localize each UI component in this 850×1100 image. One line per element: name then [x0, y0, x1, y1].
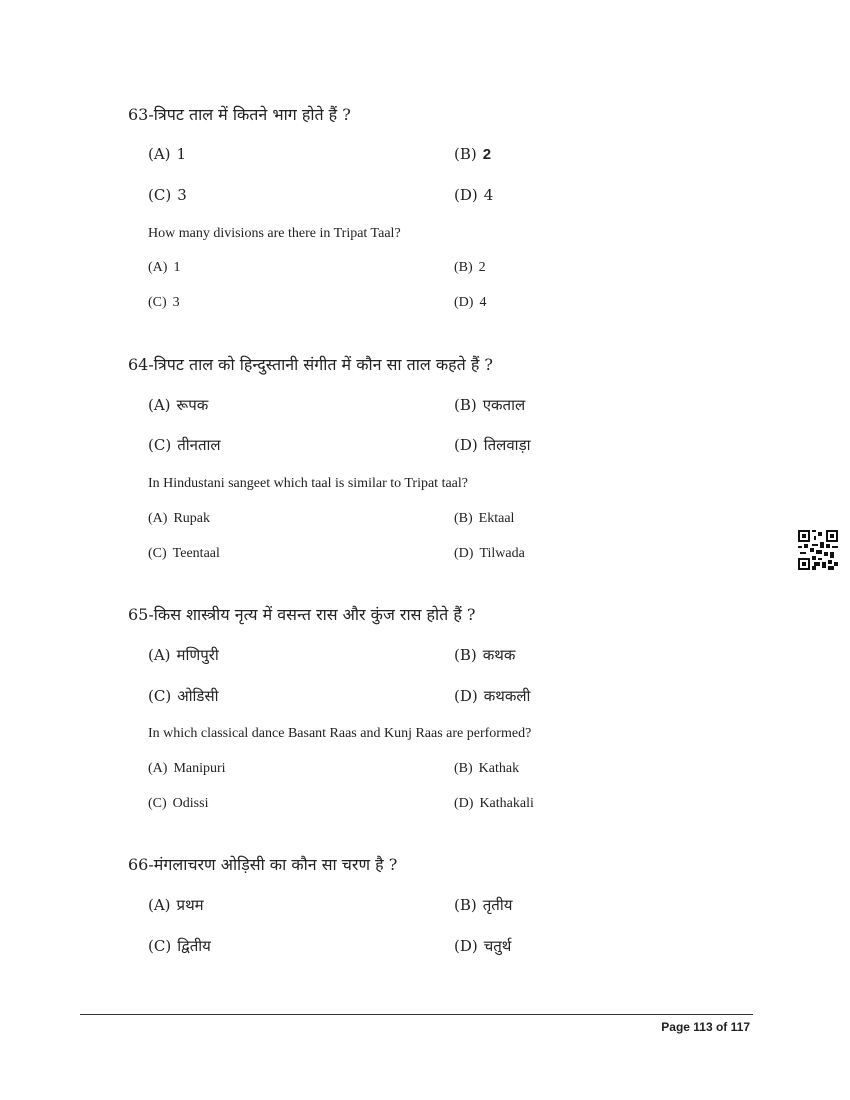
- option-b: (B) एकताल: [454, 396, 526, 414]
- option-d: (D) चतुर्थ: [454, 937, 512, 955]
- question-english: In which classical dance Basant Raas and Kunj Raas are performed?: [148, 726, 532, 741]
- en-option-c: (C) 3: [148, 295, 180, 310]
- qr-code-icon: [798, 530, 838, 570]
- question-english: In Hindustani sangeet which taal is similar to Tripat taal?: [148, 476, 468, 491]
- question-title: 64-त्रिपट ताल को हिन्दुस्तानी संगीत में कौन सा ताल कहते हैं ?: [128, 355, 493, 374]
- option-d: (D) कथकली: [454, 687, 531, 705]
- en-option-a: (A) Rupak: [148, 511, 210, 526]
- option-b: (B) तृतीय: [454, 896, 513, 914]
- option-d: (D) तिलवाड़ा: [454, 436, 531, 454]
- page-number: Page 113 of 117: [661, 1020, 750, 1034]
- option-c: (C) द्वितीय: [148, 937, 211, 955]
- option-d: (D) 4: [454, 186, 494, 204]
- option-b: (B) कथक: [454, 646, 516, 664]
- option-c: (C) ओडिसी: [148, 687, 219, 705]
- question-title: 63-त्रिपट ताल में कितने भाग होते हैं ?: [128, 105, 351, 124]
- footer-divider: [80, 1014, 753, 1015]
- en-option-b: (B) 2: [454, 260, 486, 275]
- option-a: (A) प्रथम: [148, 896, 204, 914]
- question-title: 66-मंगलाचरण ओड़िसी का कौन सा चरण है ?: [128, 855, 398, 874]
- question-english: How many divisions are there in Tripat Taal?: [148, 226, 401, 241]
- en-option-c: (C) Odissi: [148, 796, 209, 811]
- option-c: (C) 3: [148, 186, 187, 204]
- en-option-c: (C) Teentaal: [148, 546, 220, 561]
- option-c: (C) तीनताल: [148, 436, 221, 454]
- option-a: (A) 1: [148, 145, 187, 163]
- en-option-a: (A) Manipuri: [148, 761, 226, 776]
- option-a: (A) रूपक: [148, 396, 209, 414]
- en-option-d: (D) Kathakali: [454, 796, 534, 811]
- en-option-d: (D) 4: [454, 295, 487, 310]
- en-option-d: (D) Tilwada: [454, 546, 525, 561]
- option-a: (A) मणिपुरी: [148, 646, 219, 664]
- question-title: 65-किस शास्त्रीय नृत्य में वसन्त रास और कुंज रास होते हैं ?: [128, 605, 476, 624]
- option-b: (B) 2: [454, 145, 492, 163]
- en-option-b: (B) Kathak: [454, 761, 520, 776]
- en-option-b: (B) Ektaal: [454, 511, 515, 526]
- en-option-a: (A) 1: [148, 260, 181, 275]
